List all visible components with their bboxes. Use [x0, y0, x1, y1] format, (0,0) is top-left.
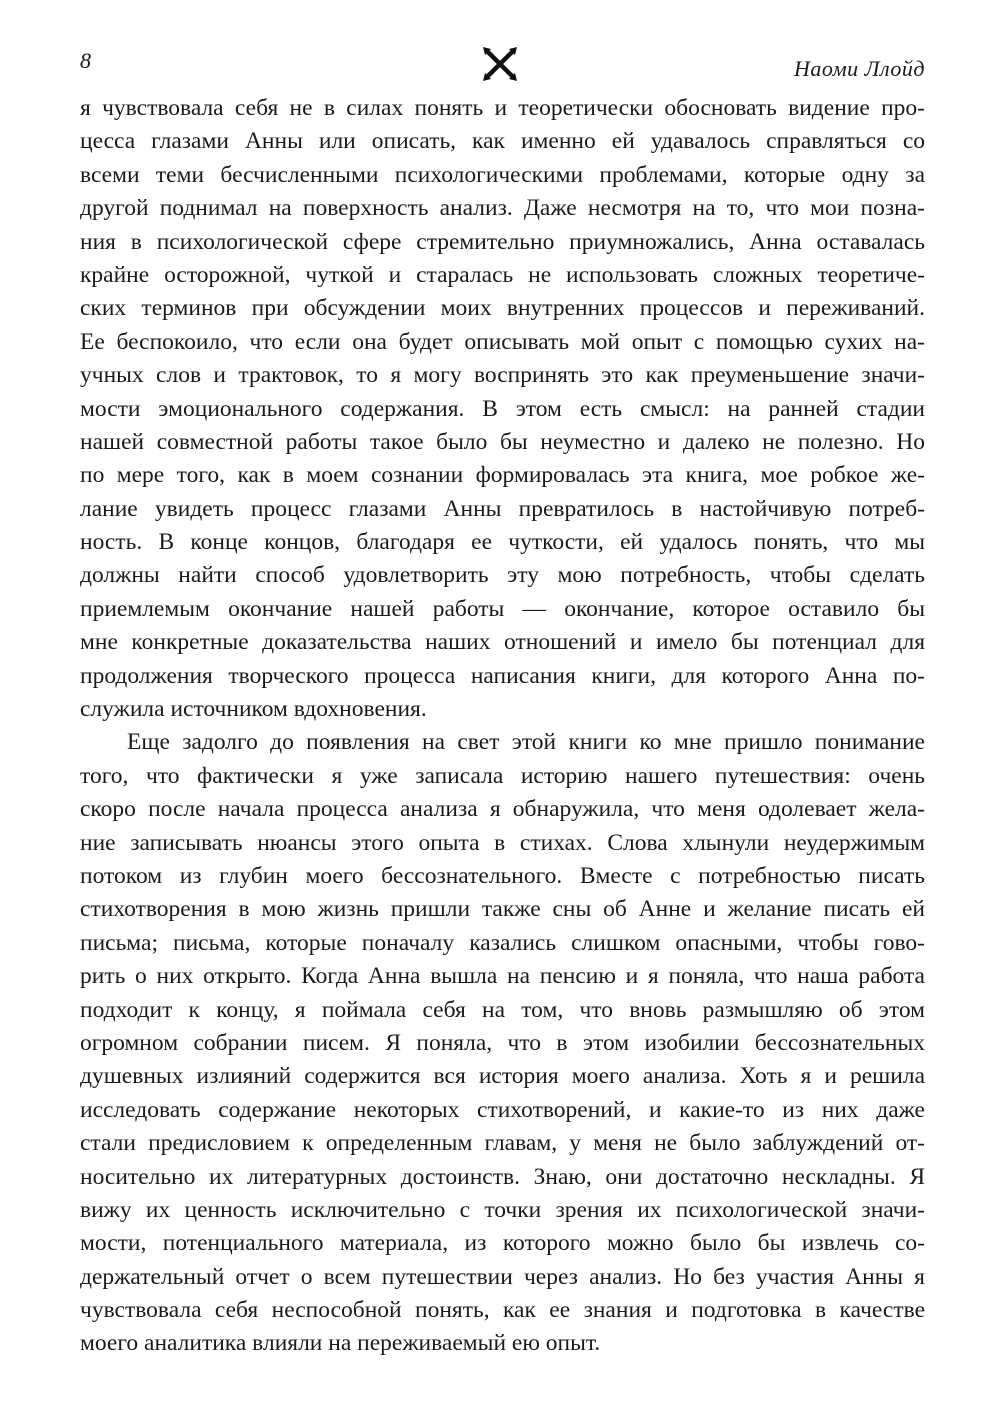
text-line: подходит к концу, я поймала себя на том, что вновь размышляю об этом: [80, 996, 925, 1023]
text-line: я чувствовала себя не в силах понять и теоретически обосновать видение про-: [80, 95, 925, 121]
body-text: [80, 92, 925, 1361]
text-line: ских терминов при обсуждении моих внутренних процессов и переживаний.: [80, 295, 925, 322]
text-line: чувствовала себя неспособной понять, как ее знания и подготовка в качестве: [80, 1297, 925, 1324]
text-line: всеми теми бесчисленными психологическими проблемами, которые одну за: [80, 161, 925, 188]
text-line: вижу их ценность исключительно с точки зрения их психологической значи-: [80, 1196, 925, 1223]
text-line: учных слов и трактовок, то я могу воспринять это как преуменьшение значи-: [80, 362, 925, 389]
text-line: должны найти способ удовлетворить эту мою потребность, чтобы сделать: [80, 562, 925, 589]
text-line: рить о них открыто. Когда Анна вышла на пенсию и я поняла, что наша работа: [80, 963, 925, 990]
text-line: скоро после начала процесса анализа я обнаружила, что меня одолевает жела-: [80, 796, 925, 823]
text-line: нашей совместной работы такое было бы неуместно и далеко не полезно. Но: [80, 428, 925, 455]
crossed-swords-icon: [480, 44, 520, 84]
text-line: ние записывать нюансы этого опыта в стихах. Слова хлынули неудержимым: [80, 829, 925, 856]
text-line: Еще задолго до появления на свет этой книги ко мне пришло понимание: [127, 729, 925, 756]
text-line: мости эмоционального содержания. В этом есть смысл: на ранней стадии: [80, 395, 925, 422]
text-line: держательный отчет о всем путешествии через анализ. Но без участия Анны я: [80, 1263, 925, 1290]
paragraph: [80, 726, 925, 1360]
text-line: цесса глазами Анны или описать, как именно ей удавалось справляться со: [80, 128, 925, 155]
text-line: того, что фактически я уже записала историю нашего путешествия: очень: [80, 762, 925, 789]
running-head-author: Наоми Ллойд: [794, 56, 925, 81]
text-line: мне конкретные доказательства наших отношений и имело бы потенциал для: [80, 629, 925, 656]
paragraph: [80, 92, 925, 726]
text-line: моего аналитика влияли на переживаемый ею опыт.: [80, 1330, 601, 1357]
text-line: ния в психологической сфере стремительно приумножались, Анна оставалась: [80, 228, 925, 255]
text-line: мости, потенциального материала, из которого можно было бы извлечь со-: [80, 1230, 925, 1257]
text-line: стали предисловием к определенным главам, у меня не было заблуждений от-: [80, 1130, 925, 1157]
text-line: другой поднимал на поверхность анализ. Даже несмотря на то, что мои позна-: [80, 195, 925, 222]
text-line: продолжения творческого процесса написания книги, для которого Анна по-: [80, 662, 925, 689]
page-number: 8: [80, 48, 91, 73]
text-line: приемлемым окончание нашей работы — окончание, которое оставило бы: [80, 595, 925, 622]
text-line: душевных излияний содержится вся история моего анализа. Хоть я и решила: [80, 1063, 925, 1090]
text-line: исследовать содержание некоторых стихотворений, и какие-то из них даже: [80, 1096, 925, 1123]
text-line: Ее беспокоило, что если она будет описывать мой опыт с помощью сухих на-: [80, 328, 925, 355]
text-line: служила источником вдохновения.: [80, 696, 427, 723]
text-line: по мере того, как в моем сознании формировалась эта книга, мое робкое же-: [80, 462, 925, 489]
text-line: носительно их литературных достоинств. Знаю, они достаточно нескладны. Я: [80, 1163, 925, 1190]
page-header: [80, 40, 925, 90]
text-line: письма; письма, которые поначалу казались слишком опасными, чтобы гово-: [80, 929, 925, 956]
text-line: лание увидеть процесс глазами Анны превратилось в настойчивую потреб-: [80, 495, 925, 522]
text-line: стихотворения в мою жизнь пришли также сны об Анне и желание писать ей: [80, 896, 925, 923]
text-line: огромном собрании писем. Я поняла, что в этом изобилии бессознательных: [80, 1029, 925, 1056]
text-line: крайне осторожной, чуткой и старалась не использовать сложных теоретиче-: [80, 261, 925, 288]
text-line: потоком из глубин моего бессознательного. Вместе с потребностью писать: [80, 862, 925, 889]
text-line: ность. В конце концов, благодаря ее чуткости, ей удалось понять, что мы: [80, 529, 925, 556]
